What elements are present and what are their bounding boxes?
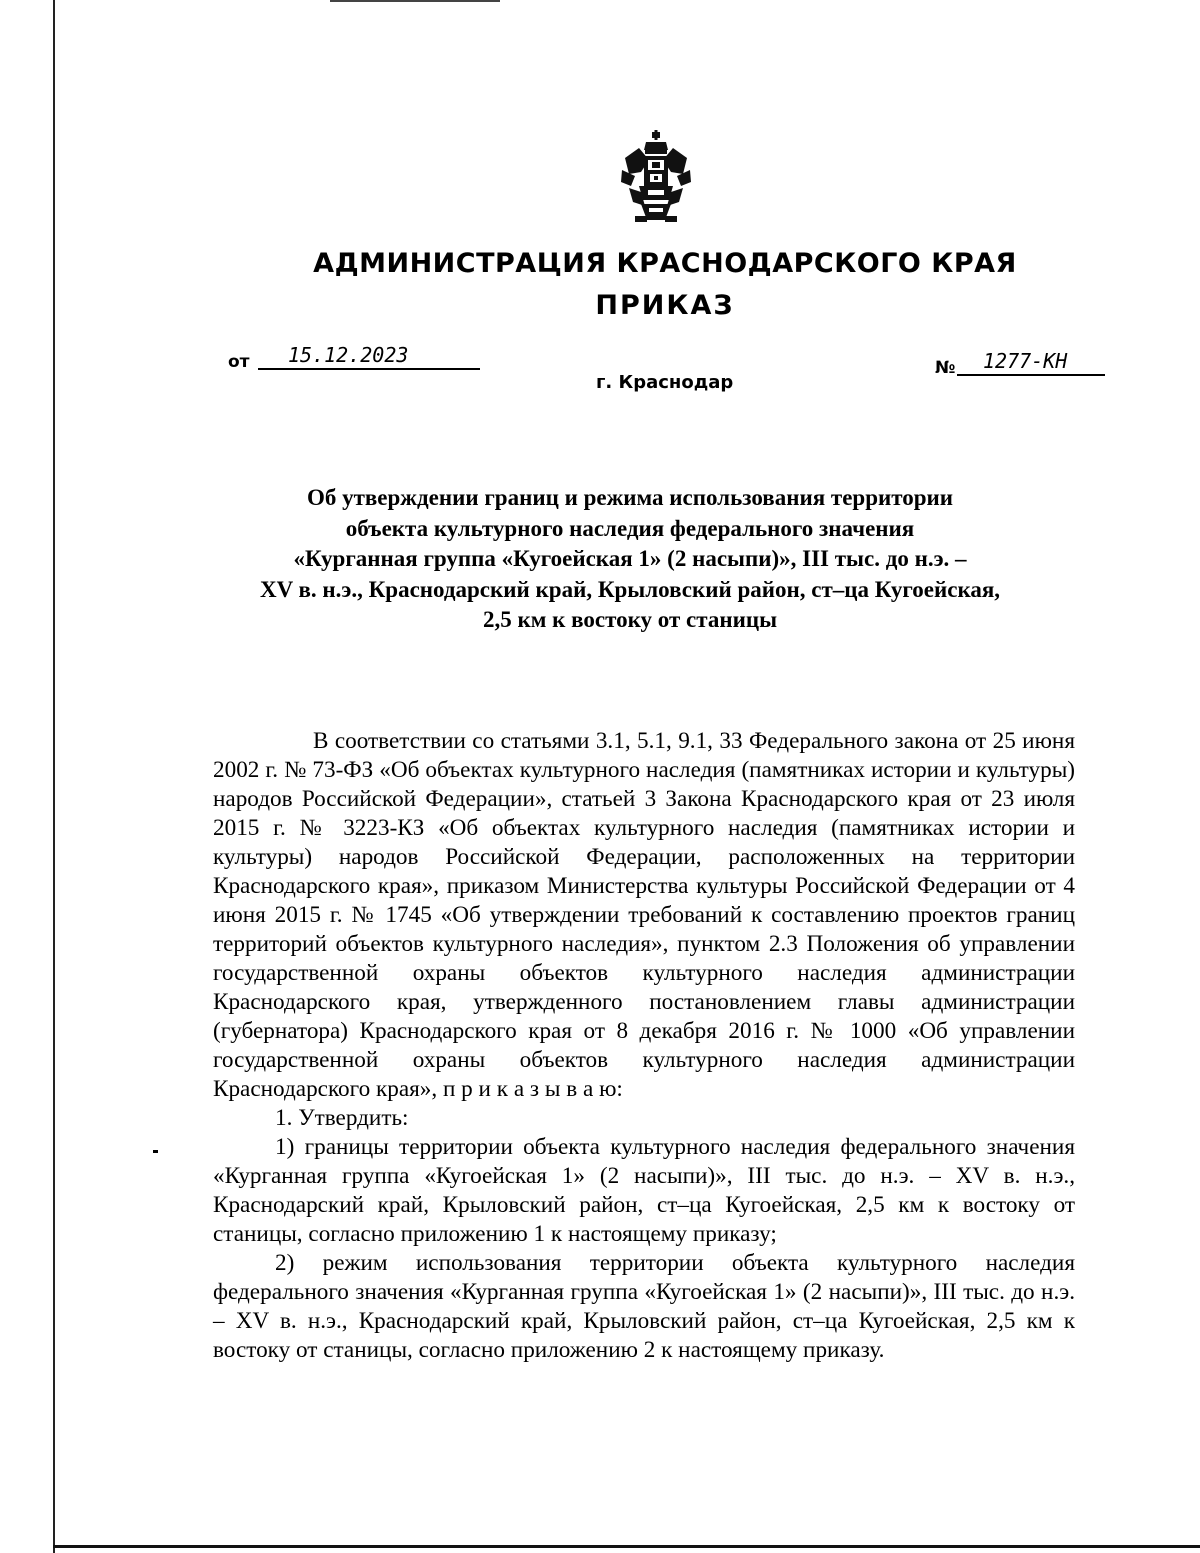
title-line: «Курганная группа «Кугоейская 1» (2 насыпи)», III тыс. до н.э. – [293,546,967,571]
date-value: 15.12.2023 [258,340,480,370]
document-body [213,727,1075,1365]
item-1-1: 1) границы территории объекта культурного наследия федерального значения «Курганная группа «Кугоейская 1» (2 насыпи)», III тыс. до н.э. – XV в. н.э., Краснодарский край, Крыловский район, ст–ца Кугоейская, 2,5 км к востоку от станицы, согласно приложению 1 к настоящему приказу; [213,1134,1075,1247]
preamble-paragraph: В соответствии со статьями 3.1, 5.1, 9.1, 33 Федерального закона от 25 июня 2002 г. № 73-ФЗ «Об объектах культурного наследия (памятниках истории и культуры) народов Российской Федерации», статьей 3 Закона Краснодарского края от 23 июля 2015 г. № 3223-КЗ «Об объектах культурного наследия (памятниках истории и культуры) народов Российской Федерации, расположенных на территории Краснодарского края», приказом Министерства культуры Российской Федерации от 4 июня 2015 г. № 1745 «Об утверждении требований к составлению проектов границ территорий объектов культурного наследия», пунктом 2.3 Положения об управлении государственной охраны объектов культурного наследия администрации Краснодарского края, утвержденного постановлением главы администрации (губернатора) Краснодарского края от 8 декабря 2016 г. № 1000 «Об управлении государственной охраны объектов культурного наследия администрации Краснодарского края», п р и к а з ы в а ю: [213,728,1075,1102]
number-label: № [935,358,956,378]
document-title [200,483,1060,636]
document-type: ПРИКАЗ [595,290,735,321]
number-value: 1277-КН [957,346,1105,376]
margin-mark [153,1150,158,1153]
date-field [228,340,488,370]
scan-edge-bottom [53,1545,1200,1548]
organization-title: АДМИНИСТРАЦИЯ КРАСНОДАРСКОГО КРАЯ [313,248,1017,279]
title-line: объекта культурного наследия федерального значения [345,515,915,541]
title-line: 2,5 км к востоку от станицы [482,607,778,632]
title-line: Об утверждении границ и режима использования территории [306,485,954,510]
item-1-2: 2) режим использования территории объекта культурного наследия федерального значения «Курганная группа «Кугоейская 1» (2 насыпи)», III тыс. до н.э. – XV в. н.э., Краснодарский край, Крыловский район, ст–ца Кугоейская, 2,5 км к востоку от станицы, согласно приложению 2 к настоящему приказу. [213,1250,1075,1363]
coat-of-arms-icon [619,130,693,224]
item-1: 1. Утвердить: [275,1105,409,1131]
city: г. Краснодар [596,372,734,393]
scan-edge-top [330,0,500,2]
scan-edge-left [53,0,55,1553]
number-field [935,346,1105,376]
date-label: от [228,352,250,372]
title-line: XV в. н.э., Краснодарский край, Крыловский район, ст–ца Кугоейская, [259,576,1001,602]
